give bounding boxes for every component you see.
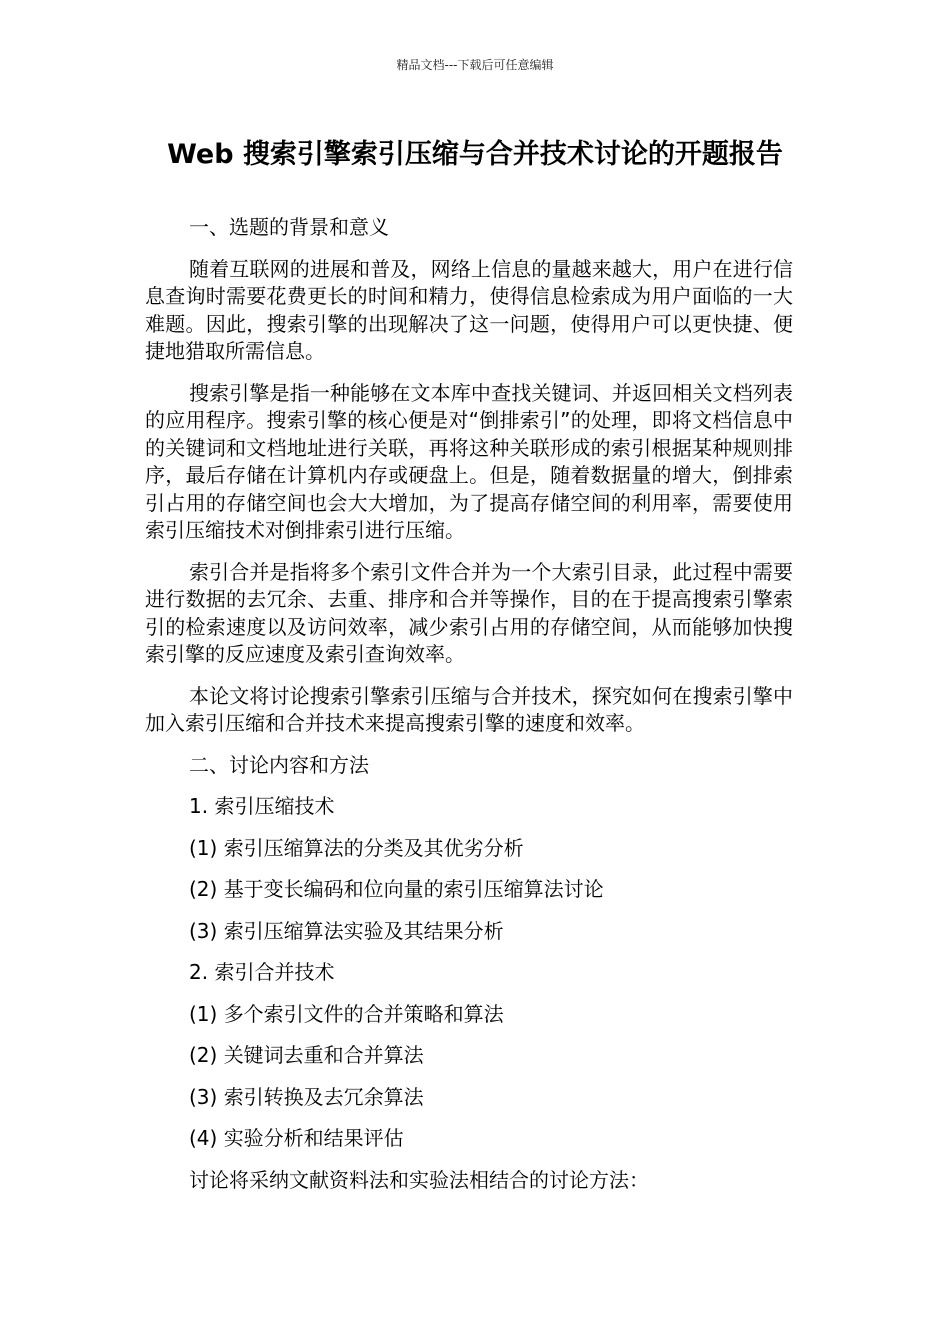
- page-header-note: 精品文档---下载后可任意编辑: [396, 58, 554, 72]
- paragraph-3: 索引合并是指将多个索引文件合并为一个大索引目录，此过程中需要进行数据的去冗余、去重、排序和合并等操作，目的在于提高搜索引擎索引的检索速度以及访问效率，减少索引占用的存储空间，从而能够加快搜索引擎的反应速度及索引查询效率。: [145, 559, 793, 666]
- list-item: (1) 索引压缩算法的分类及其优劣分析: [189, 835, 524, 860]
- section-heading-methods: 二、讨论内容和方法: [189, 752, 369, 777]
- list-item: 2. 索引合并技术: [189, 960, 335, 984]
- section-heading-background: 一、选题的背景和意义: [189, 215, 389, 239]
- closing-line: 讨论将采纳文献资料法和实验法相结合的讨论方法：: [189, 1167, 649, 1192]
- document-body: [145, 214, 793, 1208]
- list-item: (2) 关键词去重和合并算法: [189, 1043, 424, 1067]
- list-item: (2) 基于变长编码和位向量的索引压缩算法讨论: [189, 877, 604, 901]
- document-title: Web 搜索引擎索引压缩与合并技术讨论的开题报告: [167, 139, 783, 170]
- list-item: (1) 多个索引文件的合并策略和算法: [189, 1001, 504, 1026]
- list-item: (4) 实验分析和结果评估: [189, 1126, 404, 1150]
- paragraph-1: 随着互联网的进展和普及，网络上信息的量越来越大，用户在进行信息查询时需要花费更长的时间和精力，使得信息检索成为用户面临的一大难题。因此，搜索引擎的出现解决了这一问题，使得用户可以更快捷、便捷地猎取所需信息。: [145, 256, 793, 363]
- list-item: 1. 索引压缩技术: [189, 794, 335, 818]
- list-item: (3) 索引压缩算法实验及其结果分析: [189, 918, 504, 943]
- paragraph-2: 搜索引擎是指一种能够在文本库中查找关键词、并返回相关文档列表的应用程序。搜索引擎的核心便是对“倒排索引”的处理，即将文档信息中的关键词和文档地址进行关联，再将这种关联形成的索引根据某种规则排序，最后存储在计算机内存或硬盘上。但是，随着数据量的增大，倒排索引占用的存储空间也会大大增加，为了提高存储空间的利用率，需要使用索引压缩技术对倒排索引进行压缩。: [145, 380, 793, 542]
- list-item: (3) 索引转换及去冗余算法: [189, 1084, 424, 1109]
- paragraph-4: 本论文将讨论搜索引擎索引压缩与合并技术，探究如何在搜索引擎中加入索引压缩和合并技术来提高搜索引擎的速度和效率。: [145, 683, 793, 735]
